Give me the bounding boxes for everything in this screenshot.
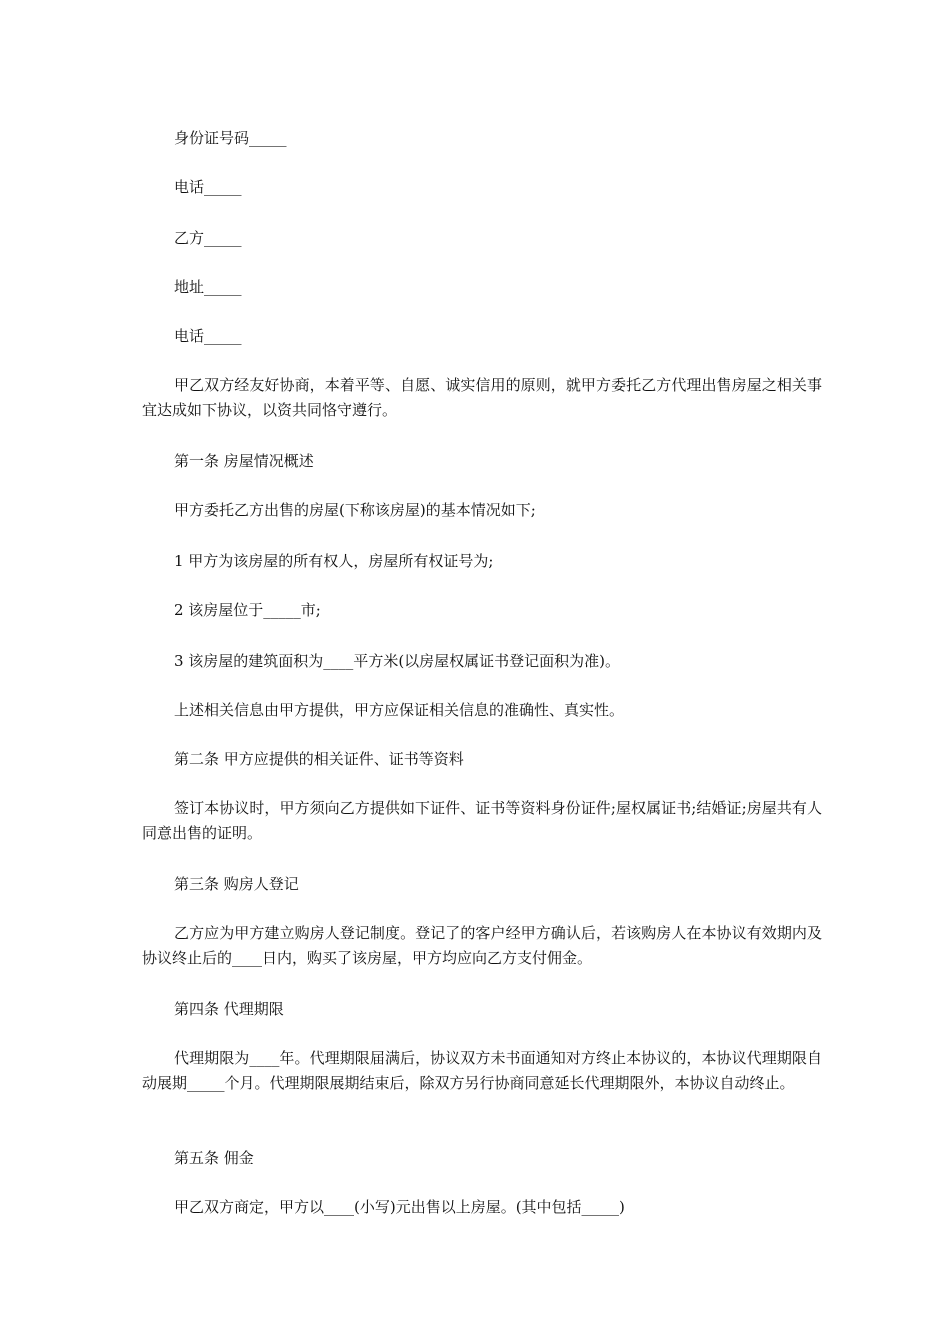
article-3-title: 第三条 购房人登记 [174,875,299,893]
article-1-item-2: 2 该房屋位于_____市; [174,601,321,619]
article-1-title: 第一条 房屋情况概述 [174,452,314,470]
article-5-title: 第五条 佣金 [174,1149,254,1167]
intro-paragraph: 甲乙双方经友好协商，本着平等、自愿、诚实信用的原则，就甲方委托乙方代理出售房屋之相关事宜达成如下协议，以资共同恪守遵行。 [142,376,822,419]
address-b-line: 地址_____ [174,278,242,296]
id-number-line: 身份证号码_____ [174,129,287,147]
article-1-item-1: 1 甲方为该房屋的所有权人，房屋所有权证号为; [174,552,494,570]
phone-b-line: 电话_____ [174,327,242,345]
article-4-title: 第四条 代理期限 [174,1000,284,1018]
article-1-note: 上述相关信息由甲方提供，甲方应保证相关信息的准确性、真实性。 [174,701,625,719]
party-b-line: 乙方_____ [174,229,242,247]
phone-a-line: 电话_____ [174,178,242,196]
article-5-body: 甲乙双方商定，甲方以____(小写)元出售以上房屋。(其中包括_____) [174,1198,625,1216]
article-3-body: 乙方应为甲方建立购房人登记制度。登记了的客户经甲方确认后，若该购房人在本协议有效期内及协议终止后的____日内，购买了该房屋，甲方均应向乙方支付佣金。 [142,924,822,967]
article-1-item-3: 3 该房屋的建筑面积为____平方米(以房屋权属证书登记面积为准)。 [174,652,621,670]
article-2-title: 第二条 甲方应提供的相关证件、证书等资料 [174,750,464,768]
article-4-body: 代理期限为____年。代理期限届满后，协议双方未书面通知对方终止本协议的，本协议代理期限自动展期_____个月。代理期限展期结束后，除双方另行协商同意延长代理期限外，本协议自动终止。 [142,1049,822,1092]
article-1-intro: 甲方委托乙方出售的房屋(下称该房屋)的基本情况如下; [174,501,536,519]
article-2-body: 签订本协议时，甲方须向乙方提供如下证件、证书等资料身份证件;屋权属证书;结婚证;房屋共有人同意出售的证明。 [142,799,822,842]
